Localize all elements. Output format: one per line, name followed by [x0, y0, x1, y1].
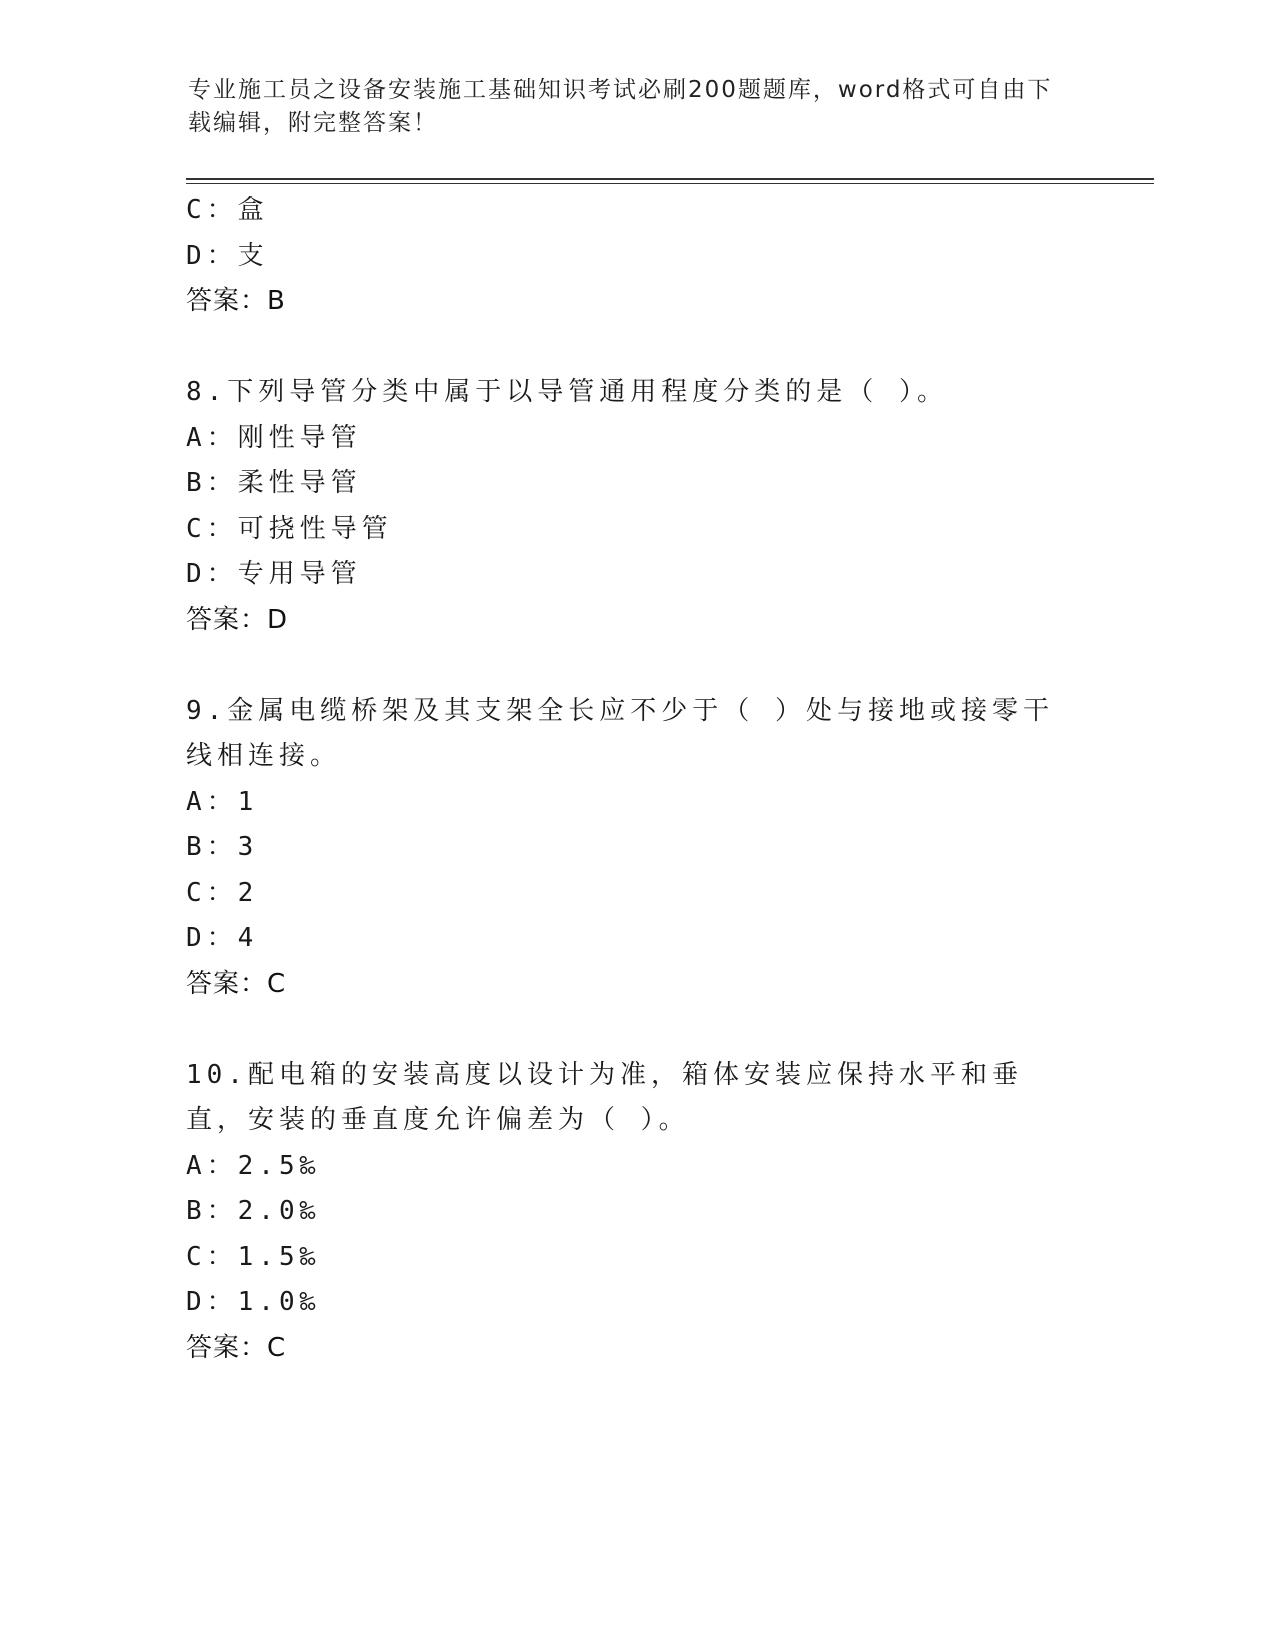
option-text: 3 — [237, 832, 259, 862]
question-stem: 9.金属电缆桥架及其支架全长应不少于（ ）处与接地或接零干线相连接。 — [186, 695, 1054, 771]
option-label: C： — [186, 1241, 238, 1272]
option-label: D： — [186, 559, 238, 589]
question-stem: 8.下列导管分类中属于以导管通用程度分类的是（ ）。 — [186, 377, 948, 407]
spacer — [186, 643, 1086, 689]
option-text: 1.5‰ — [237, 1241, 321, 1272]
option-line — [186, 552, 1086, 598]
answer-line: 答案：B — [186, 286, 286, 316]
option-line — [186, 234, 1086, 280]
option-line — [186, 1189, 1086, 1235]
option-text: 1 — [237, 786, 259, 817]
option-text: 柔性导管 — [237, 468, 362, 498]
option-label: C： — [186, 877, 238, 908]
option-text: 支 — [237, 240, 269, 271]
option-label: C： — [186, 195, 238, 225]
option-label: C： — [186, 513, 238, 544]
option-line — [186, 871, 1086, 917]
option-line — [186, 416, 1086, 462]
option-line — [186, 1235, 1086, 1281]
option-label: D： — [186, 1287, 238, 1317]
option-line — [186, 188, 1086, 234]
option-line — [186, 825, 1086, 871]
document-header-title: 专业施工员之设备安装施工基础知识考试必刷200题题库，word格式可自由下载编辑，附完整答案！ — [188, 77, 1053, 136]
answer-line: 答案：C — [186, 968, 287, 999]
option-text: 2.5‰ — [237, 1150, 321, 1181]
option-text: 2 — [237, 877, 259, 908]
option-line — [186, 461, 1086, 507]
answer-line: 答案：D — [186, 604, 289, 635]
option-label: D： — [186, 240, 238, 271]
option-label: D： — [186, 923, 238, 953]
option-text: 刚性导管 — [237, 422, 362, 453]
option-text: 4 — [237, 923, 259, 953]
header-divider-thin — [186, 183, 1154, 184]
spacer — [186, 325, 1086, 371]
option-label: A： — [186, 1150, 238, 1181]
option-label: B： — [186, 832, 238, 862]
option-line — [186, 1280, 1086, 1326]
option-text: 2.0‰ — [237, 1196, 321, 1226]
header-divider-thick — [186, 178, 1154, 180]
option-label: A： — [186, 786, 238, 817]
option-label: A： — [186, 422, 238, 453]
answer-line: 答案：C — [186, 1332, 287, 1363]
option-text: 专用导管 — [237, 559, 362, 589]
question-stem: 10.配电箱的安装高度以设计为准，箱体安装应保持水平和垂直，安装的垂直度允许偏差为（ ）。 — [186, 1059, 1023, 1135]
spacer — [186, 1007, 1086, 1053]
option-line — [186, 916, 1086, 962]
option-label: B： — [186, 468, 238, 498]
option-text: 1.0‰ — [237, 1287, 321, 1317]
option-line — [186, 507, 1086, 553]
option-text: 可挠性导管 — [237, 513, 393, 544]
option-line — [186, 1144, 1086, 1190]
question-content — [186, 188, 1086, 1371]
option-text: 盒 — [237, 195, 269, 225]
option-label: B： — [186, 1196, 238, 1226]
option-line — [186, 780, 1086, 826]
